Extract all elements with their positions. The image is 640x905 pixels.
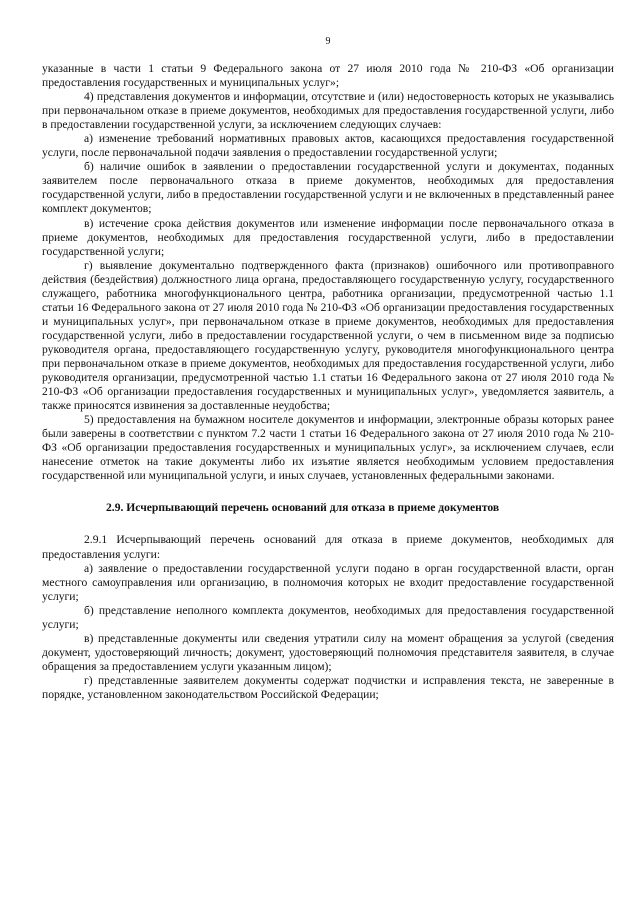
- page-number: 9: [325, 36, 331, 47]
- paragraph-item-4: 4) представления документов и информации, отсутствие и (или) недостоверность которых не указывались при первоначальном отказе в приеме документов, необходимых для предоставления государственной услуги, либо в предоставлении государственной услуги, за исключением следующих случаев:: [42, 90, 614, 132]
- paragraph-continuation: указанные в части 1 статьи 9 Федерального закона от 27 июля 2010 года № 210-ФЗ «Об организации предоставления государственных и муниципальных услуг»;: [42, 62, 614, 90]
- paragraph-2-9-1-a: а) заявление о предоставлении государственной услуги подано в орган государственной власти, орган местного самоуправления или организацию, в полномочия которых не входит предоставление государственной услуги;: [42, 561, 614, 603]
- paragraph-2-9-1: 2.9.1 Исчерпывающий перечень оснований для отказа в приеме документов, необходимых для предоставления услуги:: [42, 533, 614, 561]
- paragraph-item-4v: в) истечение срока действия документов или изменение информации после первоначального отказа в приеме документов, необходимых для предоставления государственной услуги, либо в предоставлении государственной услуги;: [42, 216, 614, 258]
- paragraph-2-9-1-b: б) представление неполного комплекта документов, необходимых для предоставления государственной услуги;: [42, 603, 614, 631]
- paragraph-item-4a: а) изменение требований нормативных правовых актов, касающихся предоставления государственной услуги, после первоначальной подачи заявления о предоставлении государственной услуги;: [42, 132, 614, 160]
- paragraph-item-4b: б) наличие ошибок в заявлении о предоставлении государственной услуги и документах, поданных заявителем после первоначального отказа в приеме документов, необходимых для предоставления государственной услуги, либо в предоставлении государственной услуги и не включенных в представленный ранее комплект документов;: [42, 160, 615, 216]
- paragraph-2-9-1-g: г) представленные заявителем документы содержат подчистки и исправления текста, не заверенные в порядке, установленном законодательством Российской Федерации;: [42, 673, 614, 701]
- paragraph-item-5: 5) предоставления на бумажном носителе документов и информации, электронные образы которых ранее были заверены в соответствии с пунктом 7.2 части 1 статьи 16 Федерального закона от 27 июля 2010 года № 210-ФЗ «Об организации предоставления государственных и муниципальных услуг», за исключением случаев, если нанесение отметок на такие документы либо их изъятие является необходимым условием предоставления государственной или муниципальной услуги, и иных случаев, установленных федеральными законами.: [42, 413, 614, 483]
- paragraph-item-4g: г) выявление документально подтвержденного факта (признаков) ошибочного или противоправного действия (бездействия) должностного лица органа, предоставляющего государственную услугу, государственного служащего, работника многофункционального центра, работника организации, предусмотренной частью 1.1 статьи 16 Федерального закона от 27 июля 2010 года № 210-ФЗ «Об организации предоставления государственных и муниципальных услуг», при первоначальном отказе в приеме документов, необходимых для предоставления государственной услуги, либо в предоставлении государственной услуги, о чем в письменном виде за подписью руководителя органа, предоставляющего государственную услугу, руководителя многофункционального центра при первоначальном отказе в приеме документов, необходимых для предоставления государственной услуги, либо руководителя организации, предусмотренной частью 1.1 статьи 16 Федерального закона от 27 июля 2010 года № 210-ФЗ «Об организации предоставления государственных и муниципальных услуг», уведомляется заявитель, а также приносятся извинения за доставленные неудобства;: [42, 258, 614, 413]
- section-heading: 2.9. Исчерпывающий перечень оснований для отказа в приеме документов: [106, 501, 500, 515]
- paragraph-2-9-1-v: в) представленные документы или сведения утратили силу на момент обращения за услугой (сведения документ, удостоверяющий личность; документ, удостоверяющий полномочия представителя заявителя, в случае обращения за предоставлением услуги указанным лицом);: [42, 631, 614, 673]
